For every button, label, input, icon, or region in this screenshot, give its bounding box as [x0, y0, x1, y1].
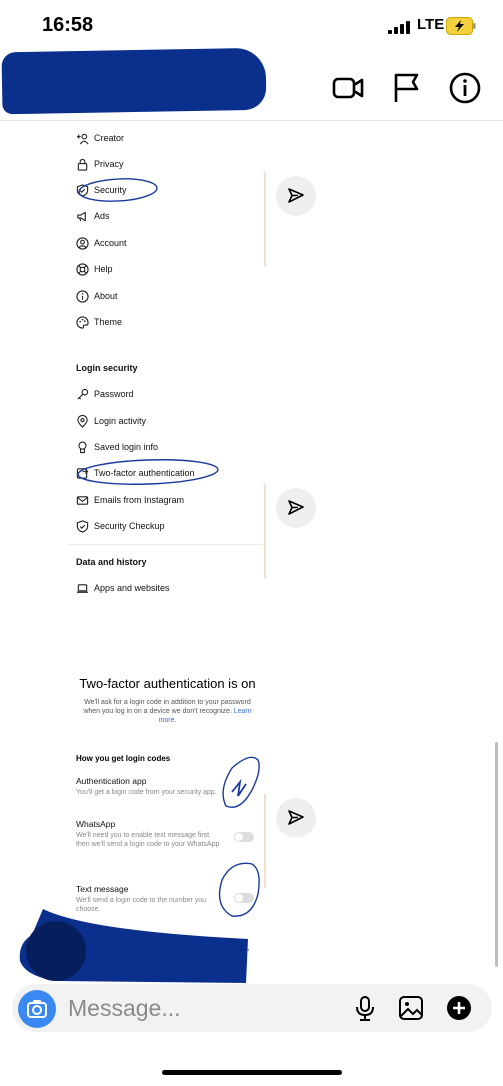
info-icon: [76, 290, 89, 303]
section-divider: [68, 544, 264, 545]
learn-more-link[interactable]: Learn more.: [158, 708, 252, 724]
menu-item-label: Password: [94, 389, 134, 399]
microphone-icon[interactable]: [351, 994, 379, 1022]
share-button[interactable]: [276, 176, 316, 216]
laptop-icon: [76, 582, 89, 595]
menu-item-label: Account: [94, 238, 127, 248]
menu-item-label: Saved login info: [94, 442, 159, 452]
option-description: You'll get a login code from your security app.: [76, 789, 217, 796]
two-factor-description-text: We'll ask for a login code in addition to your password when you log in on a device we don't recognize.: [83, 699, 251, 715]
lock-icon: [76, 158, 89, 171]
battery-charging-icon: [446, 17, 476, 35]
menu-item-account[interactable]: [76, 233, 127, 253]
two-factor-title: Two-factor authentication is on: [79, 676, 256, 691]
menu-item-about[interactable]: [76, 286, 118, 306]
share-button[interactable]: [276, 488, 316, 528]
status-time: 16:58: [42, 14, 94, 36]
redacted-username: [1, 48, 266, 115]
mail-icon: [76, 494, 89, 507]
menu-item-help[interactable]: [76, 259, 113, 279]
menu-item-label: Login activity: [94, 416, 147, 426]
menu-item-login-activity[interactable]: [76, 411, 146, 431]
shield-icon: [76, 184, 89, 197]
menu-item-label: Security Checkup: [94, 521, 165, 531]
send-icon: [286, 498, 306, 518]
creator-icon: [76, 132, 89, 145]
palette-icon: [76, 316, 89, 329]
scroll-indicator: [264, 172, 266, 266]
menu-item-label: Apps and websites: [94, 583, 170, 593]
camera-button[interactable]: [18, 990, 56, 1028]
two-factor-description: [80, 698, 255, 725]
menu-item-creator[interactable]: [76, 128, 124, 148]
keyhole-icon: [76, 441, 89, 454]
menu-item-saved-login-info[interactable]: [76, 437, 158, 457]
two-factor-icon: [76, 467, 89, 480]
menu-item-label: Emails from Instagram: [94, 495, 185, 505]
message-input[interactable]: Message...: [68, 995, 181, 1021]
menu-item-password[interactable]: [76, 384, 134, 404]
account-icon: [76, 237, 89, 250]
send-icon: [286, 186, 306, 206]
info-icon[interactable]: [447, 70, 483, 106]
menu-item-security[interactable]: [76, 180, 127, 200]
home-indicator: [162, 1070, 342, 1075]
shield-check-icon: [76, 520, 89, 533]
menu-item-label: Two-factor authentication: [94, 468, 195, 478]
send-icon: [286, 808, 306, 828]
menu-item-label: Help: [94, 264, 113, 274]
share-button[interactable]: [276, 798, 316, 838]
menu-item-label: About: [94, 291, 118, 301]
scroll-indicator: [264, 484, 266, 578]
video-call-icon[interactable]: [330, 70, 366, 106]
add-icon[interactable]: [445, 994, 473, 1022]
header-divider: [0, 120, 503, 121]
menu-item-label: Ads: [94, 211, 110, 221]
menu-item-label: Creator: [94, 133, 125, 143]
menu-item-label: Theme: [94, 317, 123, 327]
section-heading-login-security: Login security: [76, 363, 138, 373]
key-icon: [76, 388, 89, 401]
menu-item-emails-from-instagram[interactable]: [76, 490, 184, 510]
megaphone-icon: [76, 210, 89, 223]
menu-item-ads[interactable]: [76, 206, 110, 226]
option-description: We'll send a login code to the number you choose.: [76, 897, 207, 913]
option-authentication-app[interactable]: Authentication app: [76, 776, 147, 786]
menu-item-theme[interactable]: [76, 312, 122, 332]
option-description: We'll need you to enable text message first then we'll send a login code to your WhatsApp: [76, 832, 220, 848]
network-type: LTE: [417, 16, 445, 33]
scroll-indicator: [264, 794, 266, 888]
login-codes-heading: How you get login codes: [76, 754, 171, 763]
section-heading-data-history: Data and history: [76, 557, 147, 567]
menu-item-apps-and-websites[interactable]: [76, 578, 170, 598]
flag-icon[interactable]: [389, 70, 425, 106]
option-text-message[interactable]: Text message: [76, 884, 129, 894]
menu-item-security-checkup[interactable]: [76, 516, 165, 536]
lifebuoy-icon: [76, 263, 89, 276]
menu-item-label: Security: [94, 185, 127, 195]
location-pin-icon: [76, 415, 89, 428]
redacted-content: [18, 905, 248, 985]
chevron-right-icon: ›: [246, 944, 250, 956]
gallery-icon[interactable]: [397, 994, 425, 1022]
page-scrollbar[interactable]: [495, 742, 498, 967]
text-message-toggle[interactable]: [234, 893, 254, 903]
menu-item-privacy[interactable]: [76, 154, 124, 174]
whatsapp-toggle[interactable]: [234, 832, 254, 842]
menu-item-two-factor-authentication[interactable]: [76, 463, 195, 483]
camera-icon: [18, 990, 56, 1028]
menu-item-label: Privacy: [94, 159, 124, 169]
option-whatsapp[interactable]: WhatsApp: [76, 819, 116, 829]
cell-signal-icon: [388, 21, 412, 34]
